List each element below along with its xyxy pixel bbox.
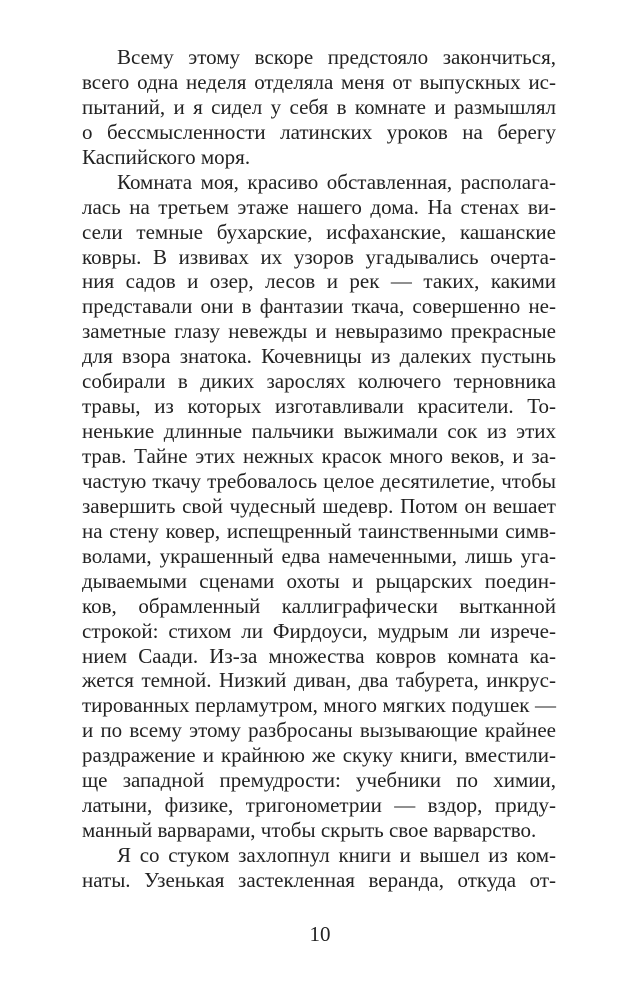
text-line: завершить свой чудесный шедевр. Потом он вешает — [82, 494, 556, 518]
text-line: дываемыми сценами охоты и рыцарских поедин- — [82, 569, 556, 593]
text-line: травы, из которых изготавливали красители. То- — [82, 394, 556, 418]
text-line: ненькие длинные пальчики выжимали сок из этих — [82, 419, 556, 443]
text-line: всего одна неделя отделяла меня от выпускных ис- — [82, 70, 556, 94]
text-line: латыни, физике, тригонометрии — вздор, приду- — [82, 793, 556, 817]
page-number: 10 — [309, 922, 331, 946]
text-line: и по всему этому разбросаны вызывающие крайнее — [82, 718, 556, 742]
text-line: собирали в диких зарослях колючего терновника — [82, 369, 556, 393]
text-line: манный варварами, чтобы скрыть свое варварство. — [82, 818, 537, 842]
text-line: лась на третьем этаже нашего дома. На стенах ви- — [82, 195, 556, 219]
text-line: Я со стуком захлопнул книги и вышел из ком- — [117, 843, 556, 867]
text-line: тированных перламутром, много мягких подушек — — [82, 693, 556, 717]
text-line: волами, украшенный едва намеченными, лишь уга- — [82, 544, 556, 568]
text-line: о бессмысленности латинских уроков на берегу — [82, 120, 556, 144]
text-line: Каспийского моря. — [82, 145, 251, 169]
text-line: ковры. В извивах их узоров угадывались очерта- — [82, 245, 556, 269]
text-line: для взора знатока. Кочевницы из далеких пустынь — [82, 344, 556, 368]
text-line: сели темные бухарские, исфаханские, кашанские — [82, 220, 556, 244]
text-line: наты. Узенькая застекленная веранда, откуда от- — [82, 868, 556, 892]
text-line: на стену ковер, испещренный таинственными симв- — [82, 519, 556, 543]
text-line: Всему этому вскоре предстояло закончиться, — [117, 45, 556, 69]
text-line: нием Саади. Из-за множества ковров комната ка- — [82, 644, 556, 668]
text-line: жется темной. Низкий диван, два табурета, инкрус- — [82, 668, 556, 692]
text-line: трав. Тайне этих нежных красок много веков, и за- — [82, 444, 556, 468]
text-line: частую ткачу требовалось целое десятилетие, чтобы — [82, 469, 556, 493]
text-line: заметные глазу невежды и невыразимо прекрасные — [82, 319, 556, 343]
text-line: раздражение и крайнюю же скуку книги, вместили- — [82, 743, 556, 767]
text-line: пытаний, и я сидел у себя в комнате и размышлял — [82, 95, 556, 119]
text-line: представали они в фантазии ткача, совершенно не- — [82, 294, 556, 318]
text-line: ков, обрамленный каллиграфически вытканной — [82, 594, 556, 618]
text-line: Комната моя, красиво обставленная, располага- — [117, 170, 556, 194]
text-line: ще западной премудрости: учебники по химии, — [82, 768, 556, 792]
text-line: ния садов и озер, лесов и рек — таких, какими — [82, 269, 556, 293]
text-line: строкой: стихом ли Фирдоуси, мудрым ли изрече- — [82, 619, 556, 643]
